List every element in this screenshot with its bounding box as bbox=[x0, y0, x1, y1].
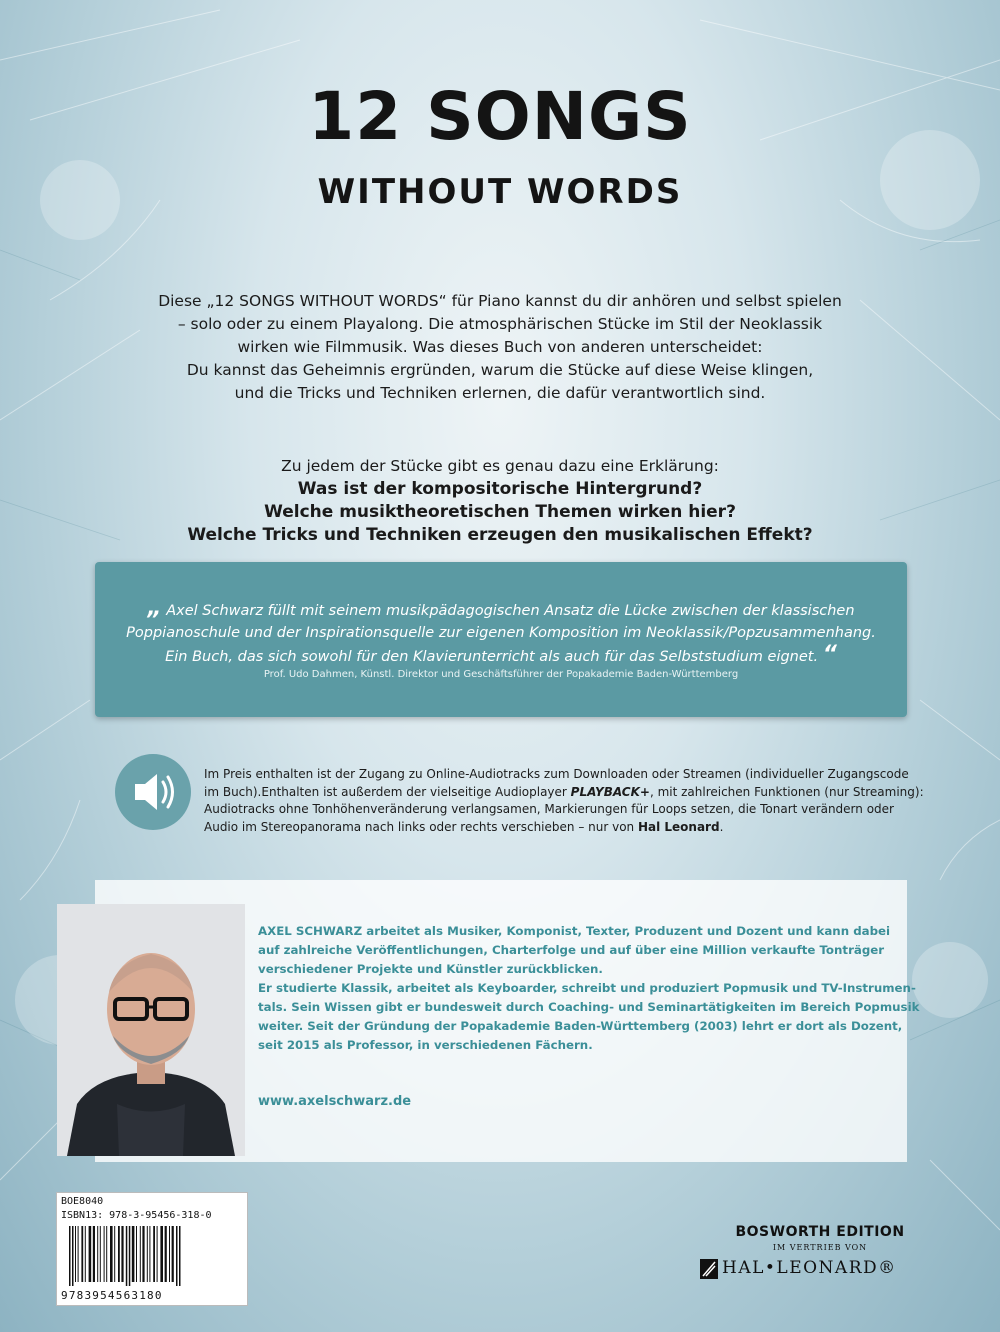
barcode-bar bbox=[153, 1226, 155, 1282]
author-website-link[interactable]: www.axelschwarz.de bbox=[258, 1094, 412, 1109]
audio-line: Audiotracks ohne Tonhöhenveränderung verlangsamen, Markierungen für Loops setzen, die Tonart verändern oder bbox=[204, 802, 894, 816]
questions-lead: Zu jedem der Stücke gibt es genau dazu eine Erklärung: bbox=[281, 457, 719, 475]
publisher-name: BOSWORTH EDITION bbox=[735, 1224, 905, 1240]
quote-line: Poppianoschule und der Inspirationsquelle zur eigenen Komposition im Neoklassik/Popzusammenhang. bbox=[126, 624, 876, 641]
barcode-number: 9783954563180 bbox=[61, 1289, 163, 1302]
audio-line bbox=[204, 819, 904, 837]
isbn-label: ISBN13: 978-3-95456-318-0 bbox=[61, 1210, 212, 1221]
audio-info-text bbox=[204, 766, 924, 836]
barcode-bar bbox=[169, 1226, 170, 1282]
intro-line: wirken wie Filmmusik. Was dieses Buch von anderen unterscheidet: bbox=[237, 338, 763, 356]
barcode-bar bbox=[165, 1226, 167, 1282]
question-item: Welche musiktheoretischen Themen wirken hier? bbox=[264, 502, 736, 522]
book-subtitle: WITHOUT WORDS bbox=[317, 172, 683, 212]
audio-line-text: . bbox=[719, 819, 724, 834]
barcode-bar bbox=[69, 1226, 71, 1286]
author-photo bbox=[57, 904, 245, 1156]
barcode-bar bbox=[75, 1226, 76, 1282]
barcode-bar bbox=[104, 1226, 105, 1282]
barcode-box bbox=[56, 1192, 248, 1306]
publisher-block bbox=[700, 1224, 940, 1252]
bio-line: seit 2015 als Professor, in verschiedenen Fächern. bbox=[258, 1038, 593, 1052]
questions-block bbox=[150, 455, 850, 547]
bio-line: Er studierte Klassik, arbeitet als Keyboarder, schreibt und produziert Popmusik und TV-Instrumen- bbox=[258, 981, 916, 995]
barcode-bar bbox=[157, 1226, 158, 1282]
hal-leonard-logo bbox=[700, 1258, 945, 1280]
barcode-bars bbox=[67, 1226, 237, 1286]
hal-leonard-brand: Hal Leonard bbox=[637, 819, 720, 834]
barcode-bar bbox=[142, 1226, 144, 1282]
intro-line: Du kannst das Geheimnis ergründen, warum die Stücke auf diese Weise klingen, bbox=[186, 361, 814, 379]
bio-line: AXEL SCHWARZ arbeitet als Musiker, Komponist, Texter, Produzent und Dozent und kann dabei bbox=[258, 924, 891, 938]
audio-line-text: , mit zahlreichen Funktionen (nur Streaming): bbox=[649, 784, 924, 799]
audio-line: Im Preis enthalten ist der Zugang zu Online-Audiotracks zum Downloaden oder Streamen (individueller Zugangscode bbox=[204, 767, 909, 781]
barcode-bar bbox=[110, 1226, 113, 1282]
barcode-bar bbox=[149, 1226, 150, 1282]
intro-paragraph bbox=[150, 290, 850, 405]
barcode-bar bbox=[160, 1226, 163, 1282]
barcode-bar bbox=[118, 1226, 120, 1282]
barcode-bar bbox=[132, 1226, 135, 1282]
barcode-bar bbox=[78, 1226, 79, 1282]
distribution-note: IM VERTRIEB VON bbox=[772, 1243, 868, 1252]
barcode-bar bbox=[172, 1226, 174, 1282]
barcode-bar bbox=[136, 1226, 137, 1282]
bio-line: verschiedener Projekte und Künstler zurückblicken. bbox=[258, 962, 603, 976]
question-item: Welche Tricks und Techniken erzeugen den musikalischen Effekt? bbox=[187, 525, 813, 545]
barcode-bar bbox=[97, 1226, 98, 1282]
barcode-bar bbox=[106, 1226, 107, 1282]
quote-close-mark: “ bbox=[822, 642, 837, 667]
bio-line: tals. Sein Wissen gibt er bundesweit durch Coaching- und Seminartätigkeiten im Bereich Popmusik bbox=[258, 1000, 920, 1014]
quote-box bbox=[95, 562, 907, 717]
playback-brand: PLAYBACK+ bbox=[570, 784, 650, 799]
barcode-bar bbox=[93, 1226, 95, 1282]
barcode-bar bbox=[72, 1226, 74, 1286]
question-item: Was ist der kompositorische Hintergrund? bbox=[297, 479, 703, 499]
author-bio-text bbox=[258, 922, 920, 1055]
barcode-bar bbox=[81, 1226, 83, 1282]
quote-text bbox=[125, 598, 877, 669]
intro-line: und die Tricks und Techniken erlernen, die dafür verantwortlich sind. bbox=[234, 384, 766, 402]
intro-line: Diese „12 SONGS WITHOUT WORDS“ für Piano kannst du dir anhören und selbst spielen bbox=[158, 292, 842, 310]
intro-line: – solo oder zu einem Playalong. Die atmosphärischen Stücke im Stil der Neoklassik bbox=[177, 315, 823, 333]
barcode-bar bbox=[100, 1226, 101, 1282]
barcode-bar bbox=[147, 1226, 148, 1282]
product-code: BOE8040 bbox=[61, 1196, 104, 1207]
barcode-bar bbox=[121, 1226, 123, 1282]
quote-line-text: Ein Buch, das sich sowohl für den Klavierunterricht als auch für das Selbststudium eignet. bbox=[165, 649, 819, 665]
barcode-bar bbox=[114, 1226, 115, 1282]
audio-line-text: im Buch).Enthalten ist außerdem der vielseitige Audioplayer bbox=[204, 784, 571, 799]
barcode-bar bbox=[140, 1226, 141, 1282]
book-title: 12 SONGS bbox=[308, 78, 692, 155]
barcode-bar bbox=[129, 1226, 131, 1286]
quote-open-mark: „ bbox=[147, 596, 162, 621]
audio-line-text: Audio im Stereopanorama nach links oder rechts verschieben – nur von bbox=[204, 819, 638, 834]
audio-line bbox=[204, 784, 924, 802]
bio-line: weiter. Seit der Gründung der Popakademie Baden-Württemberg (2003) lehrt er dort als Dozent, bbox=[258, 1019, 903, 1033]
barcode-bar bbox=[85, 1226, 86, 1282]
quote-attribution: Prof. Udo Dahmen, Künstl. Direktor und Geschäftsführer der Popakademie Baden-Württemberg bbox=[263, 669, 739, 680]
speaker-icon bbox=[115, 754, 191, 830]
barcode-bar bbox=[176, 1226, 178, 1286]
quote-line bbox=[125, 644, 877, 669]
quote-line bbox=[125, 598, 877, 623]
quote-line-text: Axel Schwarz füllt mit seinem musikpädagogischen Ansatz die Lücke zwischen der klassischen bbox=[166, 603, 855, 619]
barcode-bar bbox=[126, 1226, 128, 1286]
barcode-bar bbox=[179, 1226, 181, 1286]
barcode-bar bbox=[89, 1226, 92, 1282]
hal-leonard-wordmark: HAL•LEONARD® bbox=[722, 1258, 897, 1278]
bio-line: auf zahlreiche Veröffentlichungen, Charterfolge und auf über eine Million verkaufte Tonträger bbox=[258, 943, 885, 957]
